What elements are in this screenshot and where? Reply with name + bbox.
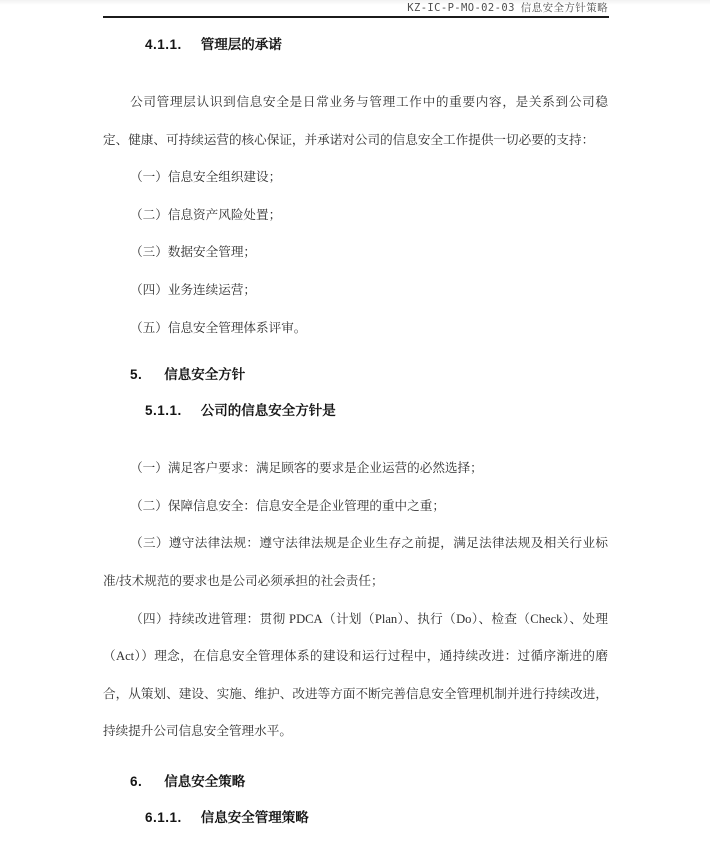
policy-item-1: （一）满足客户要求：满足顾客的要求是企业运营的必然选择； <box>130 461 483 476</box>
management-commitment-paragraph: 公司管理层认识到信息安全是日常业务与管理工作中的重要内容，是关系到公司稳定、健康、可持续运营的核心保证，并承诺对公司的信息安全工作提供一切必要的支持： <box>103 95 608 147</box>
heading-title: 信息安全管理策略 <box>200 809 309 825</box>
commitment-item-2: （二）信息资产风险处置； <box>130 207 282 222</box>
heading-6-1-1 <box>103 800 608 836</box>
commitment-item-1: （一）信息安全组织建设； <box>130 170 282 185</box>
heading-number: 4.1.1. <box>145 37 182 52</box>
document-code: KZ-IC-P-MO-02-03 <box>407 2 515 14</box>
heading-title: 管理层的承诺 <box>200 37 282 52</box>
policy-item-4: （四）持续改进管理：贯彻 PDCA（计划（Plan）、执行（Do）、检查（Check）、处理（Act））理念，在信息安全管理体系的建设和运行过程中，通持续改进：过循序渐进的磨合，从策划、建设、实施、维护、改进等方面不断完善信息安全管理机制并进行持续改进，持续提升公司信息安全管理水平。 <box>103 611 608 739</box>
heading-number: 6. <box>130 773 143 789</box>
heading-6 <box>103 764 608 800</box>
document-title: 信息安全方针策略 <box>520 2 608 14</box>
commitment-item-3: （三）数据安全管理； <box>130 245 257 260</box>
heading-4-1-1 <box>103 27 608 63</box>
heading-number: 5. <box>130 367 143 383</box>
document-body <box>103 27 608 836</box>
heading-number: 5.1.1. <box>145 403 182 419</box>
heading-title: 公司的信息安全方针是 <box>200 403 336 419</box>
commitment-item-4: （四）业务连续运营； <box>130 282 257 297</box>
policy-item-3: （三）遵守法律法规：遵守法律法规是企业生存之前提，满足法律法规及相关行业标准/技术规范的要求也是公司必须承担的社会责任； <box>103 536 608 588</box>
heading-5 <box>103 357 608 393</box>
heading-title: 信息安全策略 <box>164 773 246 789</box>
commitment-item-5: （五）信息安全管理体系评审。 <box>130 320 307 335</box>
heading-number: 6.1.1. <box>145 809 182 825</box>
running-header <box>103 0 609 18</box>
heading-5-1-1 <box>103 393 608 429</box>
policy-item-2: （二）保障信息安全：信息安全是企业管理的重中之重； <box>130 498 445 513</box>
heading-title: 信息安全方针 <box>164 367 246 383</box>
